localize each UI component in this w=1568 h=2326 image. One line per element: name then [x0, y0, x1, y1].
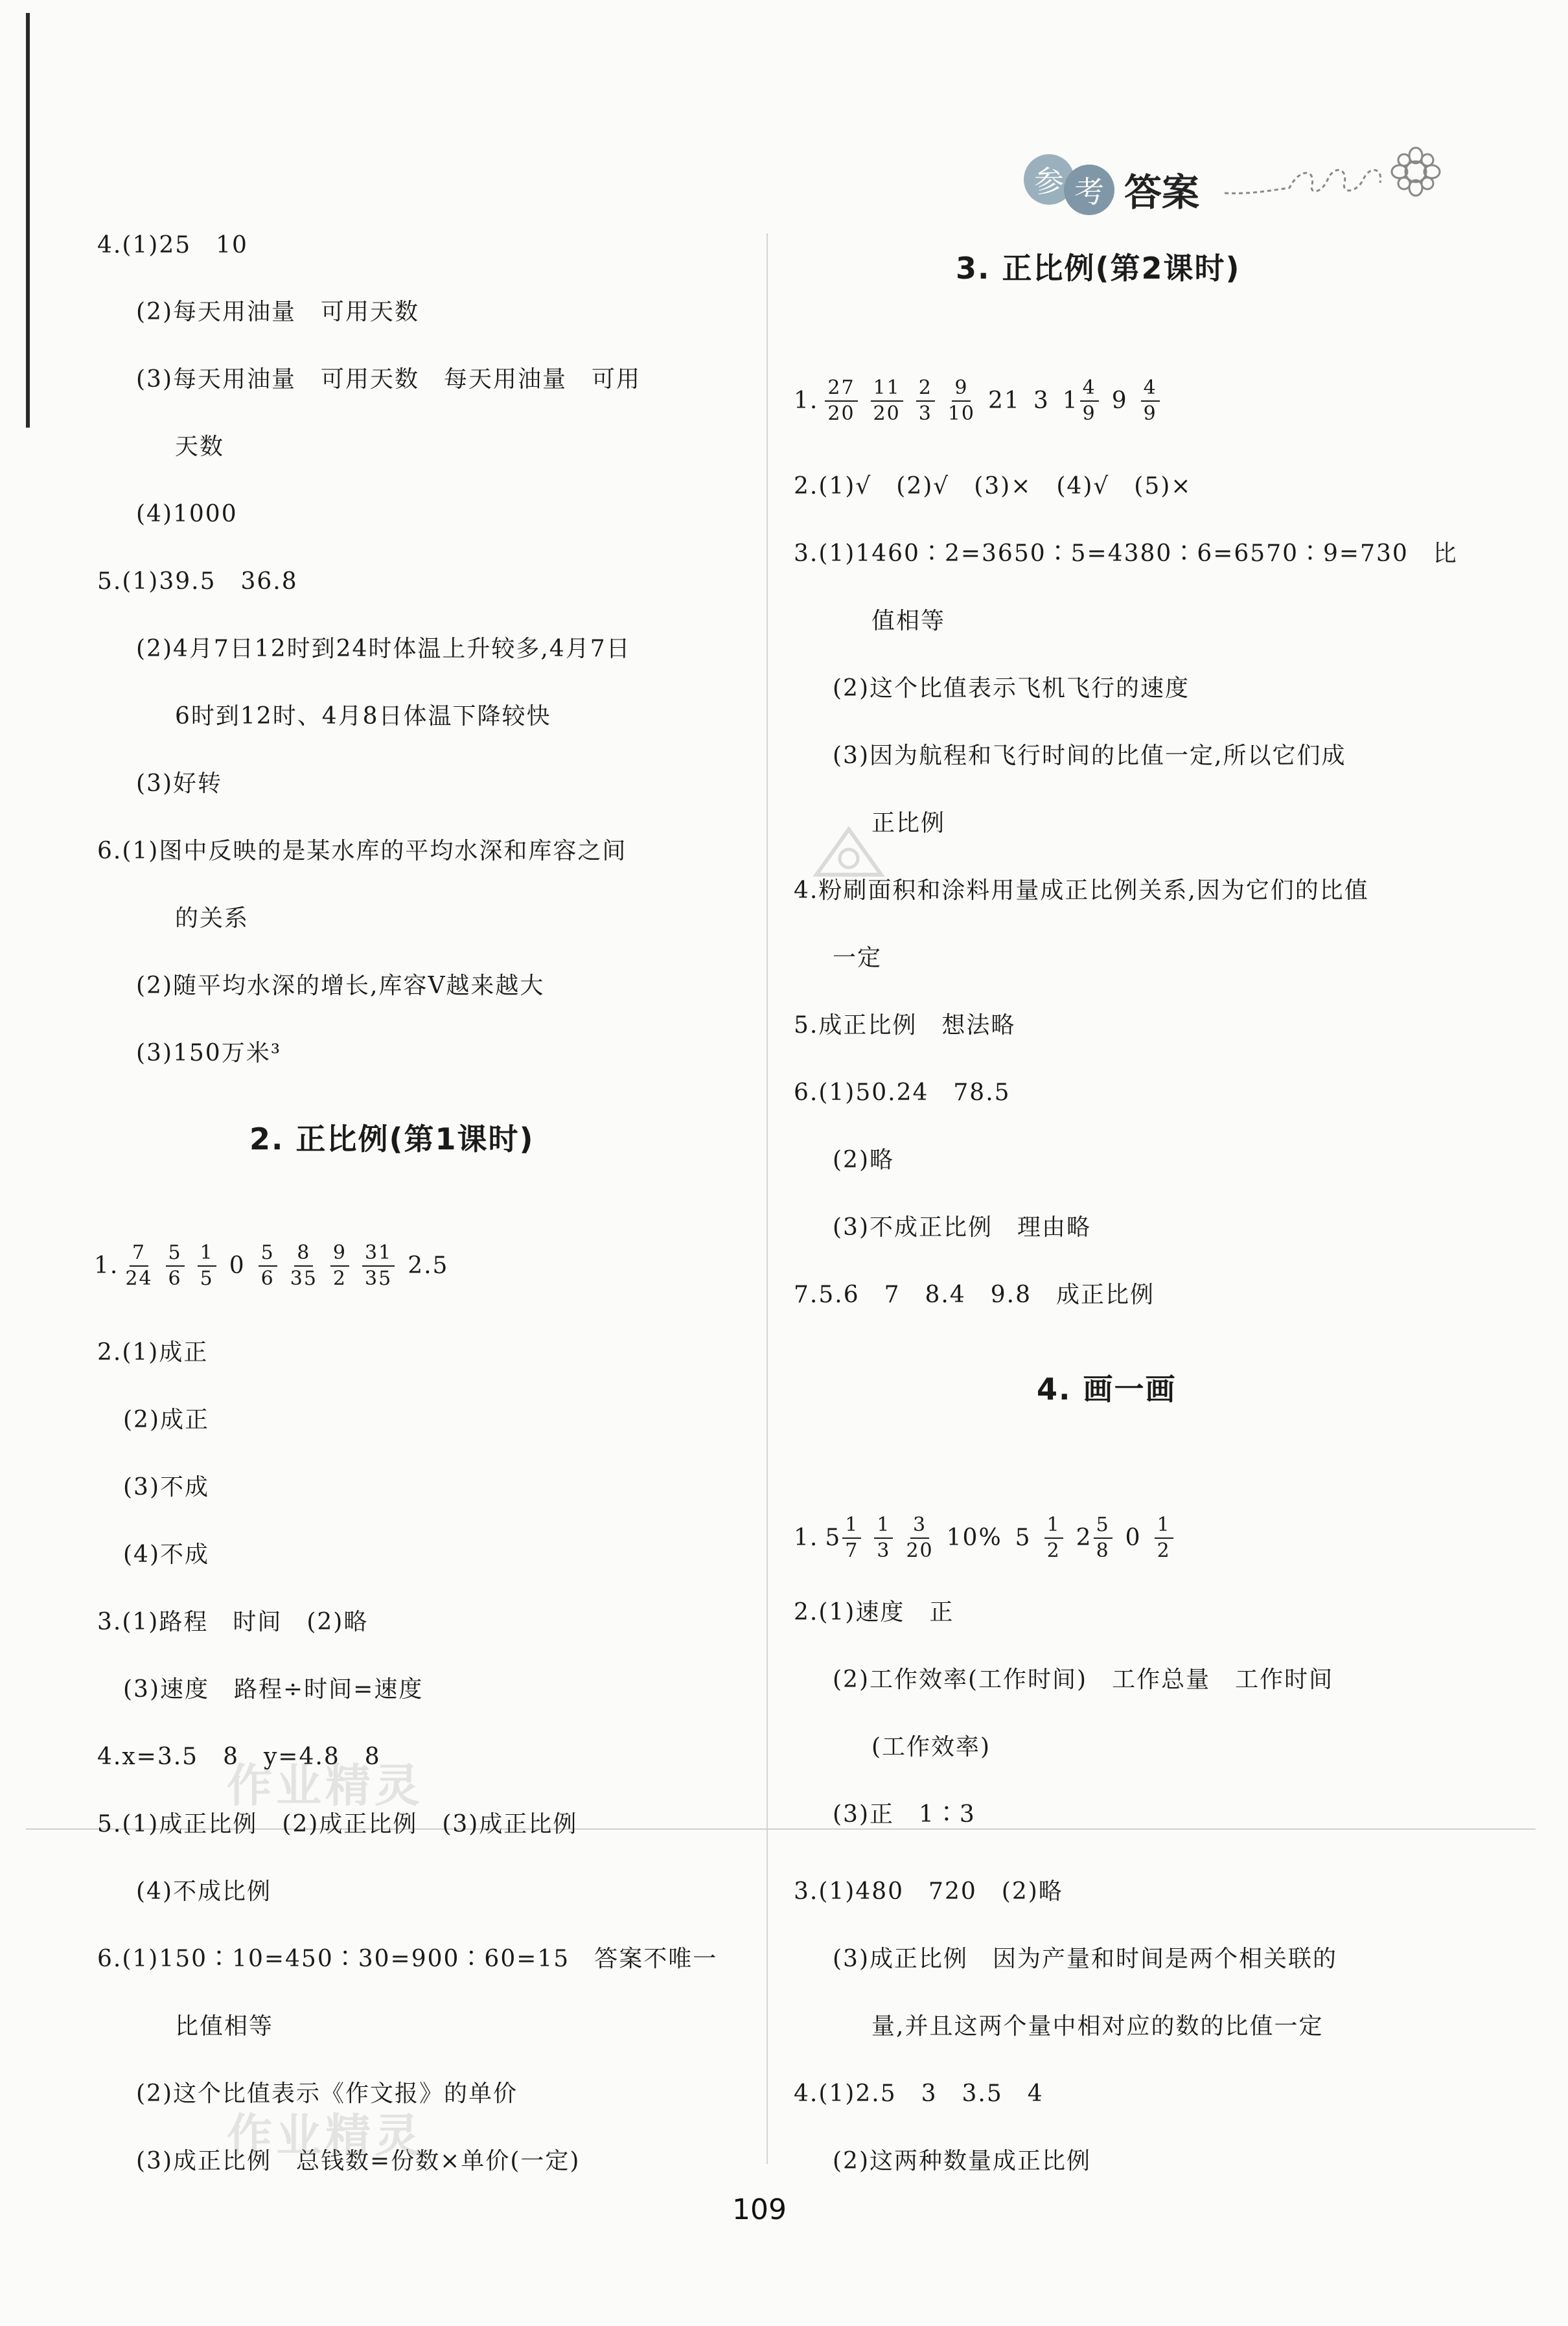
fraction	[916, 376, 935, 426]
answer-line: (2)随平均水深的增长,库容V越来越大	[136, 973, 545, 999]
fraction-row	[94, 1241, 455, 1291]
answer-line: (3)不成	[123, 1474, 209, 1501]
fraction-numerator: 27	[825, 376, 857, 402]
answer-line: (3)不成正比例 理由略	[833, 1214, 1091, 1241]
fraction	[1094, 1513, 1113, 1563]
answer-line: 5.(1)39.5 36.8	[97, 568, 298, 595]
fraction-denominator: 20	[827, 402, 855, 425]
answer-value: 2.5	[408, 1252, 449, 1279]
fraction-numerator: 3	[910, 1513, 929, 1539]
answer-line: 6.(1)图中反映的是某水库的平均水深和库容之间	[97, 838, 627, 864]
answer-line: 7.5.6 7 8.4 9.8 成正比例	[794, 1282, 1155, 1308]
fraction	[871, 376, 903, 426]
fraction-denominator: 6	[168, 1267, 182, 1290]
fraction-row	[794, 376, 1166, 426]
answer-value: 0	[1125, 1525, 1142, 1551]
answer-line: 的关系	[175, 905, 249, 932]
fraction-denominator: 7	[845, 1539, 859, 1562]
fraction-denominator: 10	[947, 402, 976, 425]
answer-value: 0	[229, 1252, 246, 1279]
answer-line: 2.(1)速度 正	[794, 1599, 954, 1626]
flower-swirl-icon	[1225, 143, 1451, 207]
fraction-numerator: 2	[916, 376, 935, 402]
answer-line: 天数	[175, 433, 225, 460]
mixed-number	[1076, 1513, 1113, 1563]
mixed-number	[1063, 376, 1099, 426]
fraction	[330, 1241, 349, 1291]
section-title: 2. 正比例(第1课时)	[249, 1122, 535, 1157]
badge-char-2: 考	[1064, 165, 1114, 215]
answer-line: 4.x=3.5 8 y=4.8 8	[97, 1744, 381, 1770]
answer-line: 正比例	[871, 810, 946, 836]
answer-line: (3)好转	[136, 770, 222, 797]
answer-line: 量,并且这两个量中相对应的数的比值一定	[871, 2013, 1324, 2040]
fraction-numerator: 1	[1155, 1513, 1173, 1539]
answer-line: (3)150万米³	[136, 1040, 282, 1066]
fraction-numerator: 9	[330, 1241, 349, 1267]
mixed-whole: 2	[1076, 1525, 1092, 1551]
fraction	[166, 1241, 185, 1291]
fraction	[874, 1513, 893, 1563]
fraction-denominator: 35	[365, 1267, 393, 1290]
answer-line: (4)不成	[123, 1541, 209, 1568]
answer-line: (2)每天用油量 可用天数	[136, 299, 419, 325]
answer-value: 5	[1015, 1525, 1032, 1551]
fraction-row	[794, 1513, 1180, 1563]
fraction-denominator: 20	[873, 402, 901, 425]
fraction	[842, 1513, 861, 1563]
question-number: 1.	[94, 1252, 119, 1279]
answer-value: 9	[1111, 387, 1128, 414]
fraction-numerator: 7	[130, 1241, 148, 1267]
answer-line: (2)工作效率(工作时间) 工作总量 工作时间	[833, 1666, 1334, 1693]
answer-line: (3)速度 路程÷时间=速度	[123, 1676, 424, 1703]
fraction-numerator: 1	[842, 1513, 861, 1539]
fraction-denominator: 6	[260, 1267, 275, 1290]
fraction	[1141, 376, 1160, 426]
fraction-numerator: 5	[1094, 1513, 1113, 1539]
column-divider	[767, 233, 768, 2164]
answer-header-title: 答案	[1124, 170, 1200, 214]
fraction-numerator: 8	[294, 1241, 313, 1267]
fraction	[948, 376, 975, 426]
answer-line: (2)4月7日12时到24时体温上升较多,4月7日	[136, 636, 631, 662]
answer-value: 3	[1033, 387, 1050, 414]
fraction	[125, 1241, 152, 1291]
section-title: 4. 画一画	[1037, 1372, 1177, 1407]
answer-line: (4)不成比例	[136, 1878, 271, 1905]
answer-line: (3)成正比例 因为产量和时间是两个相关联的	[833, 1946, 1337, 1972]
fraction-denominator: 2	[1046, 1539, 1061, 1562]
fraction-numerator: 5	[166, 1241, 185, 1267]
fraction-denominator: 3	[877, 1539, 891, 1562]
answer-line: 5.成正比例 想法略	[794, 1012, 1016, 1039]
answer-line: 6时到12时、4月8日体温下降较快	[175, 703, 551, 730]
fraction-numerator: 5	[259, 1241, 277, 1267]
mixed-whole: 1	[1062, 387, 1079, 414]
fraction-denominator: 20	[906, 1539, 934, 1562]
answer-line: (2)成正	[123, 1407, 209, 1433]
answer-line: 3.(1)1460∶2=3650∶5=4380∶6=6570∶9=730 比	[794, 540, 1458, 567]
fraction	[825, 376, 857, 426]
fraction-numerator: 1	[198, 1241, 216, 1267]
answer-line: 2.(1)√ (2)√ (3)× (4)√ (5)×	[794, 473, 1192, 500]
badge-char-1: 参	[1024, 154, 1074, 205]
answer-line: (工作效率)	[871, 1734, 991, 1760]
answer-line: (3)成正比例 总钱数=份数×单价(一定)	[136, 2148, 581, 2174]
fraction-numerator: 4	[1080, 376, 1099, 402]
answer-line: 值相等	[871, 608, 946, 634]
fraction-denominator: 35	[290, 1267, 317, 1290]
fraction-denominator: 24	[125, 1267, 153, 1290]
answer-value: 10%	[946, 1525, 1002, 1551]
stamp-icon	[810, 823, 888, 888]
binding-edge	[26, 13, 30, 428]
answer-line: 6.(1)50.24 78.5	[794, 1079, 1011, 1106]
answer-line: 比值相等	[175, 2013, 274, 2040]
fraction-denominator: 5	[200, 1267, 214, 1290]
fraction	[1080, 376, 1099, 426]
fraction-denominator: 8	[1096, 1539, 1110, 1562]
fraction-numerator: 4	[1141, 376, 1160, 402]
page-number: 109	[732, 2193, 787, 2226]
fraction-denominator: 9	[1143, 402, 1157, 425]
fraction-numerator: 9	[952, 376, 971, 402]
answer-line: (3)每天用油量 可用天数 每天用油量 可用	[136, 366, 641, 393]
question-number: 1.	[794, 387, 819, 414]
section-title: 3. 正比例(第2课时)	[956, 251, 1241, 286]
fraction-denominator: 3	[918, 402, 932, 425]
answer-header-badge	[1024, 143, 1451, 214]
answer-line: (2)这两种数量成正比例	[833, 2148, 1091, 2174]
fraction-numerator: 1	[874, 1513, 893, 1539]
fraction	[906, 1513, 933, 1563]
answer-line: 一定	[833, 945, 882, 971]
fraction-denominator: 2	[332, 1267, 347, 1290]
answer-line: (4)1000	[136, 501, 238, 527]
answer-line: 4.(1)25 10	[97, 232, 248, 259]
fraction-denominator: 9	[1082, 402, 1096, 425]
fraction	[259, 1241, 277, 1291]
mixed-number	[825, 1513, 861, 1563]
answer-line: (3)因为航程和飞行时间的比值一定,所以它们成	[833, 743, 1346, 769]
answer-line: (2)略	[833, 1147, 894, 1173]
answer-line: 4.(1)2.5 3 3.5 4	[794, 2080, 1044, 2107]
fraction	[198, 1241, 216, 1291]
answer-line: 6.(1)150∶10=450∶30=900∶60=15 答案不唯一	[97, 1946, 718, 1972]
fraction-numerator: 11	[871, 376, 903, 402]
fraction-denominator: 2	[1157, 1539, 1171, 1562]
fraction	[1155, 1513, 1173, 1563]
fraction	[1044, 1513, 1063, 1563]
watermark: 作业精灵	[227, 2109, 424, 2162]
answer-line: 3.(1)路程 时间 (2)略	[97, 1609, 369, 1635]
fraction	[362, 1241, 395, 1291]
answer-line: 2.(1)成正	[97, 1339, 209, 1366]
fraction-numerator: 1	[1044, 1513, 1063, 1539]
answer-line: (2)这个比值表示《作文报》的单价	[136, 2080, 518, 2107]
fraction-numerator: 31	[362, 1241, 395, 1267]
answer-line: (3)正 1∶3	[833, 1801, 976, 1828]
answer-value: 21	[988, 387, 1020, 414]
fraction	[290, 1241, 317, 1291]
answer-line: 5.(1)成正比例 (2)成正比例 (3)成正比例	[97, 1811, 578, 1837]
answer-line: 4.粉刷面积和涂料用量成正比例关系,因为它们的比值	[794, 877, 1369, 904]
answer-line: (2)这个比值表示飞机飞行的速度	[833, 675, 1190, 702]
answer-line: 3.(1)480 720 (2)略	[794, 1878, 1063, 1905]
watermark: 作业精灵	[227, 1759, 424, 1812]
question-number: 1.	[794, 1525, 819, 1551]
mixed-whole: 5	[825, 1525, 842, 1551]
